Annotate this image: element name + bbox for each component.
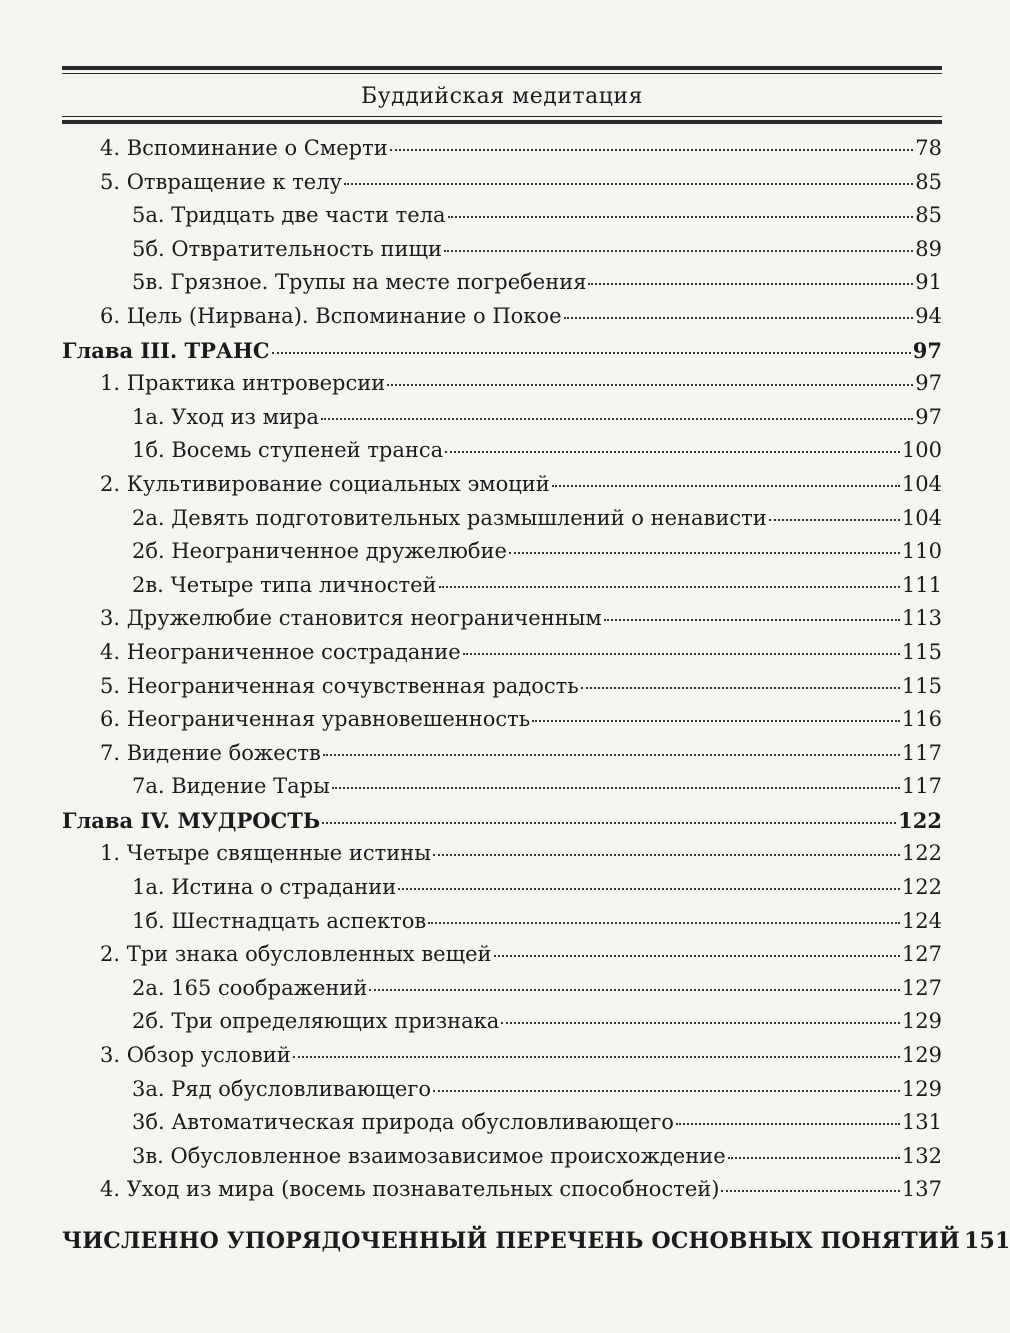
toc-entry-page-number: 129: [901, 1076, 942, 1101]
toc-entry-title: 3. Дружелюбие становится неограниченным: [100, 606, 602, 631]
toc-entry-title: 1. Практика интроверсии: [100, 371, 386, 396]
dot-leader: [501, 1021, 900, 1024]
dot-leader: [463, 652, 900, 655]
dot-leader: [439, 585, 900, 588]
dot-leader: [564, 316, 914, 319]
toc-entry: [62, 1039, 942, 1073]
toc-entry-page-number: 113: [901, 606, 942, 631]
dot-leader: [387, 383, 913, 386]
toc-entry-title: 4. Уход из мира (восемь познавательных способностей): [100, 1177, 720, 1202]
toc-entry: [62, 837, 942, 871]
toc-entry-title: 3в. Обусловленное взаимозависимое происхождение: [132, 1143, 726, 1168]
toc-entry-page-number: 104: [901, 505, 942, 530]
toc-entry-title: 4. Вспоминание о Смерти: [100, 136, 388, 160]
dot-leader: [581, 686, 900, 689]
dot-leader: [444, 249, 913, 252]
dot-leader: [398, 887, 900, 890]
toc-entry-title: 1а. Уход из мира: [132, 404, 319, 429]
dot-leader: [272, 351, 911, 354]
dot-leader: [390, 148, 914, 151]
toc-entry: [62, 502, 942, 536]
toc-entry-title: 1б. Шестнадцать аспектов: [132, 908, 427, 933]
toc-entry-page-number: 124: [901, 908, 942, 933]
toc-entry: [62, 1073, 942, 1107]
toc-entry-page-number: 116: [901, 707, 942, 732]
toc-entry-page-number: 85: [915, 203, 942, 228]
dot-leader: [433, 853, 900, 856]
header-rule-bottom-thick: [62, 120, 942, 124]
toc-entry: [62, 770, 942, 804]
toc-entry-title: Глава IV. МУДРОСТЬ: [62, 807, 321, 833]
dot-leader: [428, 921, 900, 924]
dot-leader: [321, 417, 913, 420]
toc-entry: [62, 670, 942, 704]
dot-leader: [448, 215, 914, 218]
toc-entry-title: 1б. Восемь ступеней транса: [132, 438, 444, 463]
toc-entry-title: 5в. Грязное. Трупы на месте погребения: [132, 270, 587, 295]
header-rule-bottom-thin: [62, 116, 942, 117]
toc-entry-title: 6. Неограниченная уравновешенность: [100, 707, 531, 732]
running-header: Буддийская медитация: [361, 84, 643, 109]
toc-entry: [62, 1106, 942, 1140]
toc-entry-title: 2в. Четыре типа личностей: [132, 572, 437, 597]
toc-entry-title: 3. Обзор условий: [100, 1043, 291, 1068]
toc-entry: [62, 703, 942, 737]
toc-entry-title: 1а. Истина о страдании: [132, 875, 397, 900]
toc-entry: [62, 535, 942, 569]
dot-leader: [509, 551, 900, 554]
dot-leader: [532, 719, 900, 722]
dot-leader: [494, 954, 900, 957]
toc-entry-title: 2б. Неограниченное дружелюбие: [132, 539, 507, 564]
toc-chapter-heading: [62, 334, 942, 368]
dot-leader: [604, 618, 900, 621]
table-of-contents: [62, 132, 1010, 1259]
toc-entry-page-number: 129: [901, 1043, 942, 1068]
toc-entry-page-number: 117: [901, 740, 942, 765]
toc-entry-page-number: 78: [915, 136, 942, 160]
toc-entry-title: 7. Видение божеств: [100, 740, 321, 765]
toc-entry: [62, 434, 942, 468]
toc-entry: [62, 166, 942, 200]
toc-entry: [62, 367, 942, 401]
dot-leader: [445, 450, 900, 453]
toc-entry-title: 3а. Ряд обусловливающего: [132, 1076, 431, 1101]
toc-entry-page-number: 132: [901, 1143, 942, 1168]
toc-entry-title: 5. Неограниченная сочувственная радость: [100, 673, 579, 698]
header-rule-top-thin: [62, 73, 942, 74]
toc-entry: [62, 300, 942, 334]
toc-entry: [62, 972, 942, 1006]
toc-entry: [62, 266, 942, 300]
toc-entry: [62, 1173, 942, 1207]
toc-entry-page-number: 137: [901, 1177, 942, 1202]
toc-entry-title: 2б. Три определяющих признака: [132, 1009, 500, 1034]
toc-entry-page-number: 111: [901, 572, 942, 597]
toc-entry-page-number: 117: [901, 774, 942, 799]
dot-leader: [588, 282, 913, 285]
toc-entry-page-number: 122: [898, 807, 942, 833]
toc-entry: [62, 1140, 942, 1174]
toc-entry-title: 6. Цель (Нирвана). Вспоминание о Покое: [100, 303, 562, 328]
toc-chapter-heading: [62, 804, 942, 838]
toc-entry-page-number: 100: [901, 438, 942, 463]
toc-entry-page-number: 122: [901, 875, 942, 900]
toc-entry: [62, 401, 942, 435]
toc-entry-page-number: 94: [915, 303, 942, 328]
toc-entry: [62, 636, 942, 670]
toc-entry: [62, 737, 942, 771]
toc-entry-page-number: 115: [901, 673, 942, 698]
toc-entry-page-number: 91: [915, 270, 942, 295]
toc-entry-title: 5. Отвращение к телу: [100, 169, 342, 194]
toc-entry: [62, 569, 942, 603]
toc-entry-title: 2а. 165 соображений: [132, 975, 368, 1000]
toc-entry-page-number: 104: [901, 471, 942, 496]
toc-entry: [62, 468, 942, 502]
toc-entry: [62, 871, 942, 905]
toc-entry: [62, 233, 942, 267]
toc-entry-page-number: 110: [901, 539, 942, 564]
toc-entry: [62, 905, 942, 939]
toc-entry-page-number: 151: [963, 1228, 1010, 1254]
toc-entry-title: 7а. Видение Тары: [132, 774, 330, 799]
toc-entry-page-number: 97: [915, 371, 942, 396]
toc-entry-page-number: 97: [915, 404, 942, 429]
toc-entry-page-number: 127: [901, 975, 942, 1000]
toc-entry-page-number: 89: [915, 236, 942, 261]
toc-entry-page-number: 122: [901, 841, 942, 866]
dot-leader: [769, 518, 900, 521]
toc-entry: [62, 199, 942, 233]
toc-final-entry: [62, 1225, 1010, 1259]
toc-entry-title: 4. Неограниченное сострадание: [100, 639, 461, 664]
toc-entry-title: 2. Три знака обусловленных вещей: [100, 942, 492, 967]
dot-leader: [323, 753, 900, 756]
dot-leader: [322, 821, 896, 824]
toc-entry-page-number: 115: [901, 639, 942, 664]
toc-entry-page-number: 129: [901, 1009, 942, 1034]
toc-entry-page-number: 97: [912, 337, 942, 363]
toc-entry-title: 2а. Девять подготовительных размышлений о ненависти: [132, 505, 767, 530]
dot-leader: [344, 182, 913, 185]
toc-entry: [62, 938, 942, 972]
dot-leader: [293, 1055, 900, 1058]
dot-leader: [552, 484, 900, 487]
toc-entry: [62, 132, 942, 166]
dot-leader: [728, 1156, 900, 1159]
toc-entry-page-number: 85: [915, 169, 942, 194]
dot-leader: [433, 1089, 900, 1092]
header-rule-top-thick: [62, 66, 942, 70]
toc-entry-title: Глава III. ТРАНС: [62, 337, 270, 363]
dot-leader: [721, 1189, 899, 1192]
toc-entry-title: 1. Четыре священные истины: [100, 841, 431, 866]
dot-leader: [369, 988, 900, 991]
toc-entry-title: 5б. Отвратительность пищи: [132, 236, 443, 261]
toc-entry-page-number: 131: [901, 1110, 942, 1135]
toc-entry: [62, 602, 942, 636]
toc-entry-page-number: 127: [901, 942, 942, 967]
dot-leader: [332, 786, 900, 789]
toc-entry: [62, 1005, 942, 1039]
toc-entry-title: 2. Культивирование социальных эмоций: [100, 471, 550, 496]
toc-entry-title: 3б. Автоматическая природа обусловливающего: [132, 1110, 674, 1135]
dot-leader: [676, 1122, 900, 1125]
toc-entry-title: 5а. Тридцать две части тела: [132, 203, 446, 228]
toc-entry-title: ЧИСЛЕННО УПОРЯДОЧЕННЫЙ ПЕРЕЧЕНЬ ОСНОВНЫХ ПОНЯТИЙ: [62, 1228, 960, 1254]
